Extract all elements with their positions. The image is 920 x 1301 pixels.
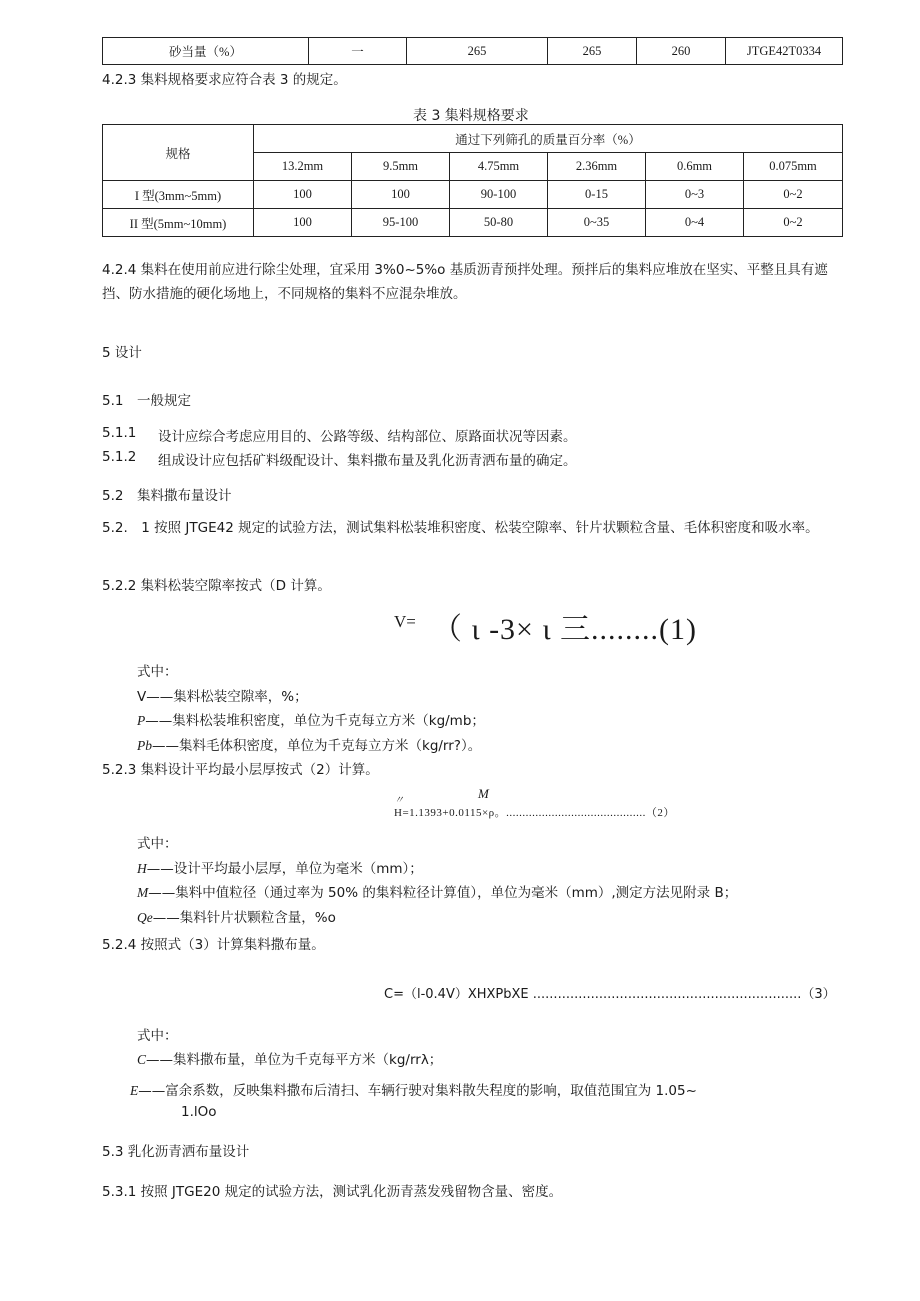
cell: 90-100 <box>450 181 548 209</box>
def-qe <box>137 906 336 926</box>
cell: 100 <box>254 181 352 209</box>
row-name: I 型(3mm~5mm) <box>103 181 254 209</box>
clause-4-2-4: 4.2.4 集料在使用前应进行除尘处理，宜采用 3%0~5%o 基质沥青预拌处理。预拌后的集料应堆放在坚实、平整且具有遮挡、防水措施的硬化场地上，不同规格的集料不应混杂堆放。 <box>102 262 828 302</box>
def-p <box>137 709 485 729</box>
def-m <box>137 881 737 901</box>
def-h <box>137 857 423 877</box>
sieve-header: 2.36mm <box>548 153 646 181</box>
cell: 50-80 <box>450 209 548 237</box>
cell: 100 <box>254 209 352 237</box>
def-text: ——集料松装堆积密度，单位为千克每立方米（kg/mb； <box>145 713 485 729</box>
table-row <box>103 181 843 209</box>
where-label-2: 式中： <box>137 836 178 852</box>
clause-5-3: 5.3 乳化沥青洒布量设计 <box>102 1144 250 1160</box>
def-c <box>137 1048 442 1068</box>
cell: 95-100 <box>352 209 450 237</box>
clause-5-3-1: 5.3.1 按照 JTGE20 规定的试验方法，测试乳化沥青蒸发残留物含量、密度。 <box>102 1184 563 1200</box>
clause-5-2-3: 5.2.3 集料设计平均最小层厚按式（2）计算。 <box>102 762 379 778</box>
def-text: ——集料撒布量，单位为千克每平方米（kg∕rrλ； <box>146 1052 443 1068</box>
def-pb <box>137 734 481 754</box>
cell: 0-15 <box>548 181 646 209</box>
symbol: C <box>137 1052 147 1067</box>
sieve-header: 0.075mm <box>744 153 843 181</box>
cell: 0~35 <box>548 209 646 237</box>
formula-1-lhs: V= <box>394 612 416 631</box>
section-5-heading: 5 设计 <box>102 345 142 361</box>
cell: 265 <box>407 38 548 65</box>
sieve-header: 13.2mm <box>254 153 352 181</box>
cell: 0~3 <box>646 181 744 209</box>
sieve-header: 4.75mm <box>450 153 548 181</box>
formula-2: H=1.1393+0.0115×ρ。...........................................（2） <box>394 807 675 819</box>
cell-method: JTGE42T0334 <box>726 38 843 65</box>
clause-5-1-2-num: 5.1.2 <box>102 449 137 465</box>
cell: 0~2 <box>744 209 843 237</box>
header-spec: 规格 <box>103 125 254 181</box>
symbol: P <box>137 713 146 728</box>
formula-3: C=（l-0.4V）XHXPbXE .................................................................（3） <box>384 987 836 1002</box>
def-text: ——集料针片状颗粒含量，%o <box>152 910 336 926</box>
cell: 260 <box>637 38 726 65</box>
row-label: 砂当量（%） <box>103 38 309 65</box>
symbol: Qe <box>137 910 153 925</box>
clause-5-2: 5.2 集料撒布量设计 <box>102 488 232 504</box>
clause-5-1-1-num: 5.1.1 <box>102 425 137 441</box>
symbol: M <box>137 885 149 900</box>
clause-5-1: 5.1 一般规定 <box>102 393 191 409</box>
def-text: ——集料毛体积密度，单位为千克每立方米（kg∕rr?）。 <box>152 738 482 754</box>
clause-4-2-3: 4.2.3 集料规格要求应符合表 3 的规定。 <box>102 72 347 88</box>
def-v: V——集料松装空隙率，%； <box>137 689 308 705</box>
sieve-header: 0.6mm <box>646 153 744 181</box>
def-text: ——集料中值粒径（通过率为 50% 的集料粒径计算值），单位为毫米（mm）,测定方法见附录 B； <box>148 885 738 901</box>
symbol: H <box>137 861 147 876</box>
def-text: ——设计平均最小层厚，单位为毫米（mm）； <box>146 861 423 877</box>
table3-caption: 表 3 集料规格要求 <box>413 108 529 124</box>
where-label-1: 式中： <box>137 664 178 680</box>
formula-2-superscript-m: M <box>478 786 489 801</box>
def-e-continued: 1.lOo <box>181 1104 217 1120</box>
cell: 0~2 <box>744 181 843 209</box>
where-label-3: 式中： <box>137 1028 178 1044</box>
cell: 100 <box>352 181 450 209</box>
formula-2-superscript-h: 〃 <box>394 795 404 806</box>
clause-5-2-2: 5.2.2 集料松装空隙率按式（D 计算。 <box>102 578 331 594</box>
header-pass: 通过下列筛孔的质量百分率（%） <box>254 125 843 153</box>
symbol: E <box>130 1083 139 1098</box>
table2-last-row <box>102 37 843 65</box>
row-name: II 型(5mm~10mm) <box>103 209 254 237</box>
cell: 265 <box>548 38 637 65</box>
cell: 一 <box>309 38 407 65</box>
def-e <box>130 1079 697 1099</box>
symbol: Pb <box>137 738 152 753</box>
sieve-header: 9.5mm <box>352 153 450 181</box>
table3 <box>102 124 843 237</box>
table-row <box>103 209 843 237</box>
def-text: ——富余系数，反映集料撒布后清扫、车辆行驶对集料散失程度的影响，取值范围宜为 1.05~ <box>138 1083 697 1099</box>
clause-5-2-1: 5.2. 1 按照 JTGE42 规定的试验方法，测试集料松装堆积密度、松装空隙率、针片状颗粒含量、毛体积密度和吸水率。 <box>102 520 819 536</box>
clause-5-1-2: 组成设计应包括矿料级配设计、集料撒布量及乳化沥青洒布量的确定。 <box>158 453 577 469</box>
formula-1: （ ι -3× ι 三........(1) <box>432 613 698 646</box>
clause-5-1-1: 设计应综合考虑应用目的、公路等级、结构部位、原路面状况等因素。 <box>158 429 577 445</box>
clause-5-2-4: 5.2.4 按照式（3）计算集料撒布量。 <box>102 937 325 953</box>
cell: 0~4 <box>646 209 744 237</box>
